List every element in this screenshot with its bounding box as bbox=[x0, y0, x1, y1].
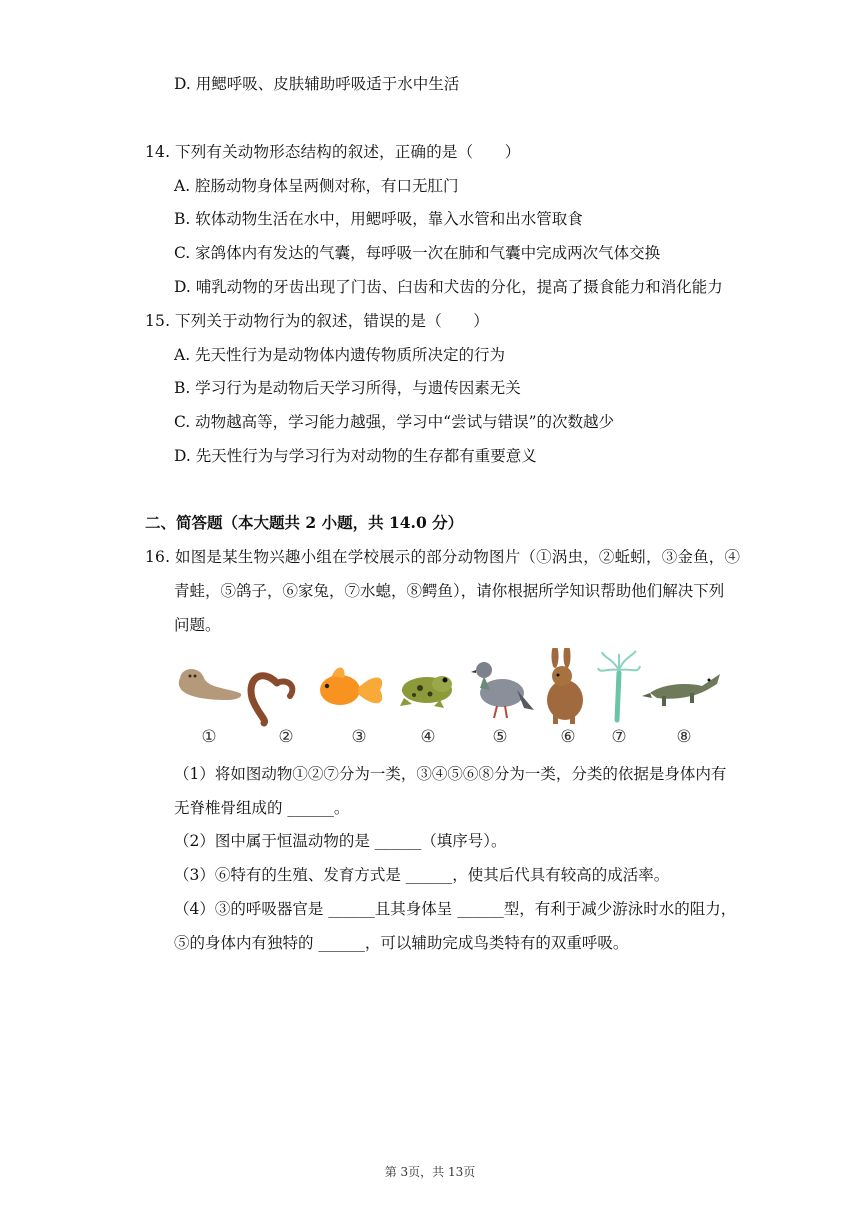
q15-number: 15. bbox=[145, 312, 171, 330]
frog-image bbox=[400, 676, 452, 708]
rabbit-image bbox=[547, 648, 583, 724]
animal-figure bbox=[172, 648, 722, 748]
q15-option-a: A. 先天性行为是动物体内遗传物质所决定的行为 bbox=[174, 346, 506, 364]
q16-sub-4-line-1: （4）③的呼吸器官是 ______且其身体呈 ______型，有利于减少游泳时水的阻力， bbox=[174, 900, 737, 918]
q14-option-a: A. 腔肠动物身体呈两侧对称，有口无肛门 bbox=[174, 177, 459, 195]
q15-option-b: B. 学习行为是动物后天学习所得，与遗传因素无关 bbox=[174, 379, 521, 397]
q14-option-d: D. 哺乳动物的牙齿出现了门齿、臼齿和犬齿的分化，提高了摄食能力和消化能力 bbox=[174, 278, 723, 296]
animal-figure-svg bbox=[172, 648, 722, 748]
figure-label-6: ⑥ bbox=[560, 727, 576, 747]
q15-stem: 下列关于动物行为的叙述，错误的是（ ） bbox=[175, 312, 490, 330]
figure-label-2: ② bbox=[278, 727, 294, 747]
q16-stem-1: 如图是某生物兴趣小组在学校展示的部分动物图片（①涡虫，②蚯蚓，③金鱼，④ bbox=[175, 548, 741, 566]
q15-stem-line bbox=[145, 309, 489, 331]
figure-label-8: ⑧ bbox=[676, 727, 692, 747]
q14-stem-line bbox=[145, 140, 520, 162]
q15-option-d: D. 先天性行为与学习行为对动物的生存都有重要意义 bbox=[174, 447, 537, 465]
q13-option-d: D. 用鳃呼吸、皮肤辅助呼吸适于水中生活 bbox=[174, 75, 460, 93]
goldfish-image bbox=[320, 668, 382, 705]
figure-label-4: ④ bbox=[420, 727, 436, 747]
q16-sub-3: （3）⑥特有的生殖、发育方式是 ______，使其后代具有较高的成活率。 bbox=[174, 866, 670, 884]
section-heading: 二、简答题（本大题共 2 小题，共 14.0 分） bbox=[145, 513, 464, 532]
q16-sub-4-line-2: ⑤的身体内有独特的 ______，可以辅助完成鸟类特有的双重呼吸。 bbox=[174, 934, 629, 952]
q16-number: 16. bbox=[145, 548, 171, 566]
figure-label-3: ③ bbox=[351, 727, 367, 747]
q16-stem-line-2: 青蛙，⑤鸽子，⑥家兔，⑦水螅，⑧鳄鱼），请你根据所学知识帮助他们解决下列 bbox=[174, 582, 725, 600]
page-footer: 第 3页，共 13页 bbox=[384, 1165, 476, 1179]
figure-label-5: ⑤ bbox=[492, 727, 508, 747]
q16-sub-1-line-1: （1）将如图动物①②⑦分为一类，③④⑤⑥⑧分为一类，分类的依据是身体内有 bbox=[174, 765, 727, 783]
hydra-image bbox=[598, 651, 640, 720]
pigeon-image bbox=[471, 662, 534, 718]
flatworm-image bbox=[179, 669, 241, 700]
earthworm-image bbox=[251, 676, 292, 723]
q14-option-b: B. 软体动物生活在水中，用鳃呼吸，靠入水管和出水管取食 bbox=[174, 210, 583, 228]
q14-option-c: C. 家鸽体内有发达的气囊，每呼吸一次在肺和气囊中完成两次气体交换 bbox=[174, 244, 661, 262]
figure-label-7: ⑦ bbox=[611, 727, 627, 747]
crocodile-image bbox=[642, 674, 720, 706]
q16-sub-2: （2）图中属于恒温动物的是 ______（填序号）。 bbox=[174, 832, 507, 850]
q16-stem-line-3: 问题。 bbox=[174, 616, 221, 634]
q15-option-c: C. 动物越高等，学习能力越强，学习中“尝试与错误”的次数越少 bbox=[174, 413, 615, 431]
q16-stem-line-1 bbox=[145, 545, 740, 567]
q14-number: 14. bbox=[145, 143, 171, 161]
q16-sub-1-line-2: 无脊椎骨组成的 ______。 bbox=[174, 799, 350, 817]
figure-label-1: ① bbox=[201, 727, 217, 747]
q14-stem: 下列有关动物形态结构的叙述，正确的是（ ） bbox=[175, 143, 521, 161]
